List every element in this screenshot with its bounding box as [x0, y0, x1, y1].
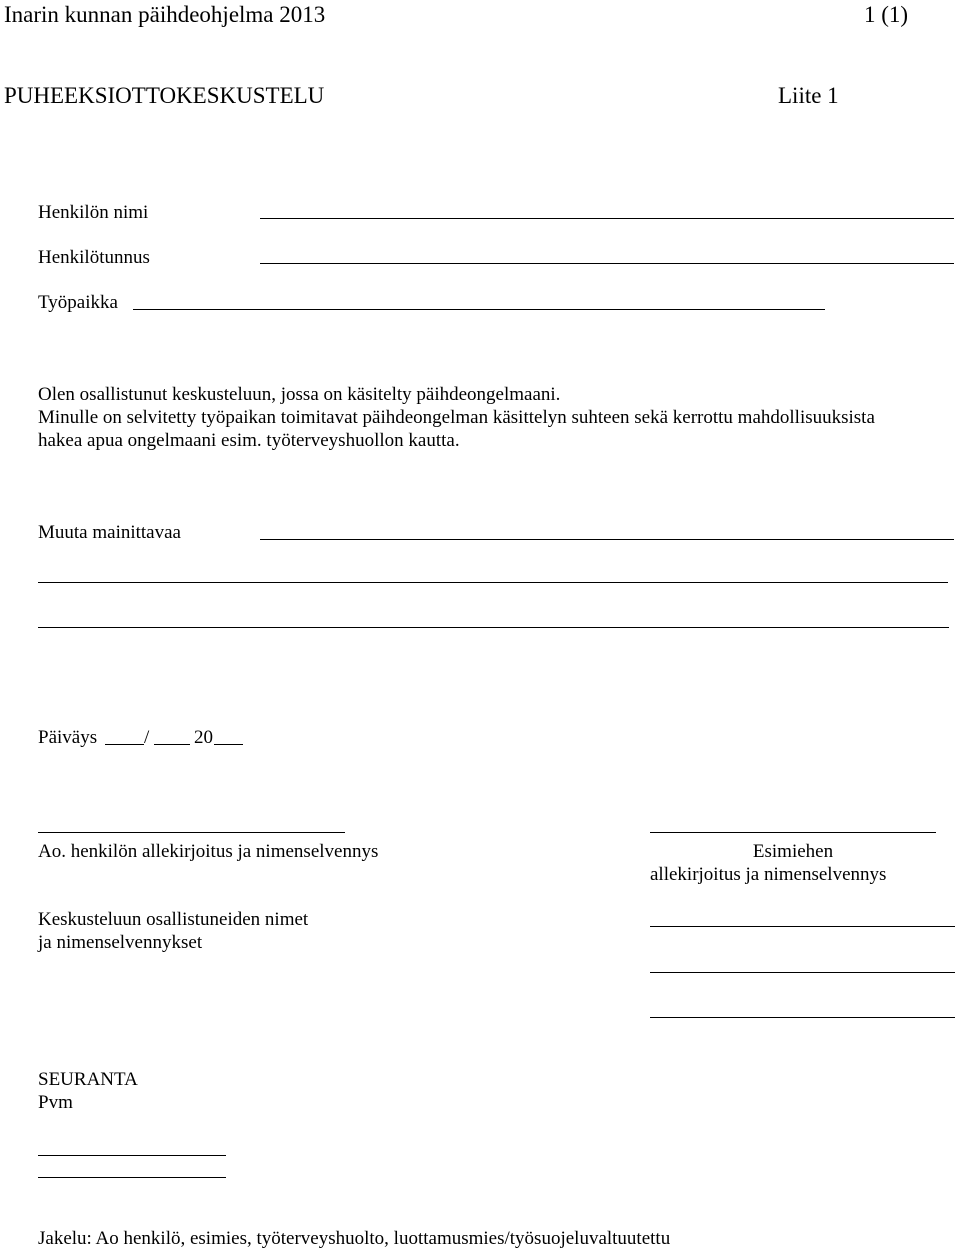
statement-line-1: Olen osallistunut keskusteluun, jossa on käsitelty päihdeongelmaani.	[38, 384, 561, 405]
attachment-label: Liite 1	[778, 83, 839, 108]
id-label: Henkilötunnus	[38, 247, 150, 268]
participants-label-line-2: ja nimenselvennykset	[38, 932, 203, 953]
other-remarks-line-3[interactable]	[38, 627, 949, 628]
other-remarks-line-1[interactable]	[260, 539, 954, 540]
other-remarks-line-2[interactable]	[38, 582, 948, 583]
date-year-prefix: 20	[194, 727, 213, 748]
supervisor-caption-line-1: Esimiehen	[752, 841, 834, 862]
distribution-text: Jakelu: Ao henkilö, esimies, työterveyshuolto, luottamusmies/työsuojeluvaltuutettu	[38, 1228, 671, 1249]
document-header-title: Inarin kunnan päihdeohjelma 2013	[4, 2, 326, 27]
other-remarks-label: Muuta mainittavaa	[38, 522, 181, 543]
followup-line-2[interactable]	[38, 1177, 226, 1178]
date-year-blank[interactable]	[214, 744, 243, 745]
participants-label-line-1: Keskusteluun osallistuneiden nimet	[38, 909, 309, 930]
date-day-blank[interactable]	[105, 744, 144, 745]
date-label: Päiväys	[38, 727, 98, 748]
name-blank-line[interactable]	[260, 218, 954, 219]
followup-heading: SEURANTA	[38, 1069, 138, 1090]
participant-line-2[interactable]	[650, 972, 955, 973]
statement-line-3: hakea apua ongelmaani esim. työterveyshuollon kautta.	[38, 430, 460, 451]
workplace-blank-line[interactable]	[133, 309, 825, 310]
participant-line-3[interactable]	[650, 1017, 955, 1018]
supervisor-caption-line-2: allekirjoitus ja nimenselvennys	[650, 864, 887, 885]
document-title: PUHEEKSIOTTOKESKUSTELU	[4, 83, 325, 108]
participant-line-1[interactable]	[650, 926, 955, 927]
statement-line-2: Minulle on selvitetty työpaikan toimitavat päihdeongelman käsittelyn suhteen sekä kerrottu mahdollisuuksista	[38, 407, 875, 428]
statement-paragraph	[38, 383, 875, 452]
person-signature-caption: Ao. henkilön allekirjoitus ja nimenselvennys	[38, 841, 379, 862]
name-label: Henkilön nimi	[38, 202, 149, 223]
followup-line-1[interactable]	[38, 1155, 226, 1156]
followup-date-label: Pvm	[38, 1092, 73, 1113]
person-signature-line[interactable]	[38, 832, 345, 833]
page-number: 1 (1)	[864, 2, 909, 27]
supervisor-signature-line[interactable]	[650, 832, 936, 833]
id-blank-line[interactable]	[260, 263, 954, 264]
workplace-label: Työpaikka	[38, 292, 118, 313]
date-month-blank[interactable]	[154, 744, 190, 745]
date-separator: /	[144, 727, 150, 748]
